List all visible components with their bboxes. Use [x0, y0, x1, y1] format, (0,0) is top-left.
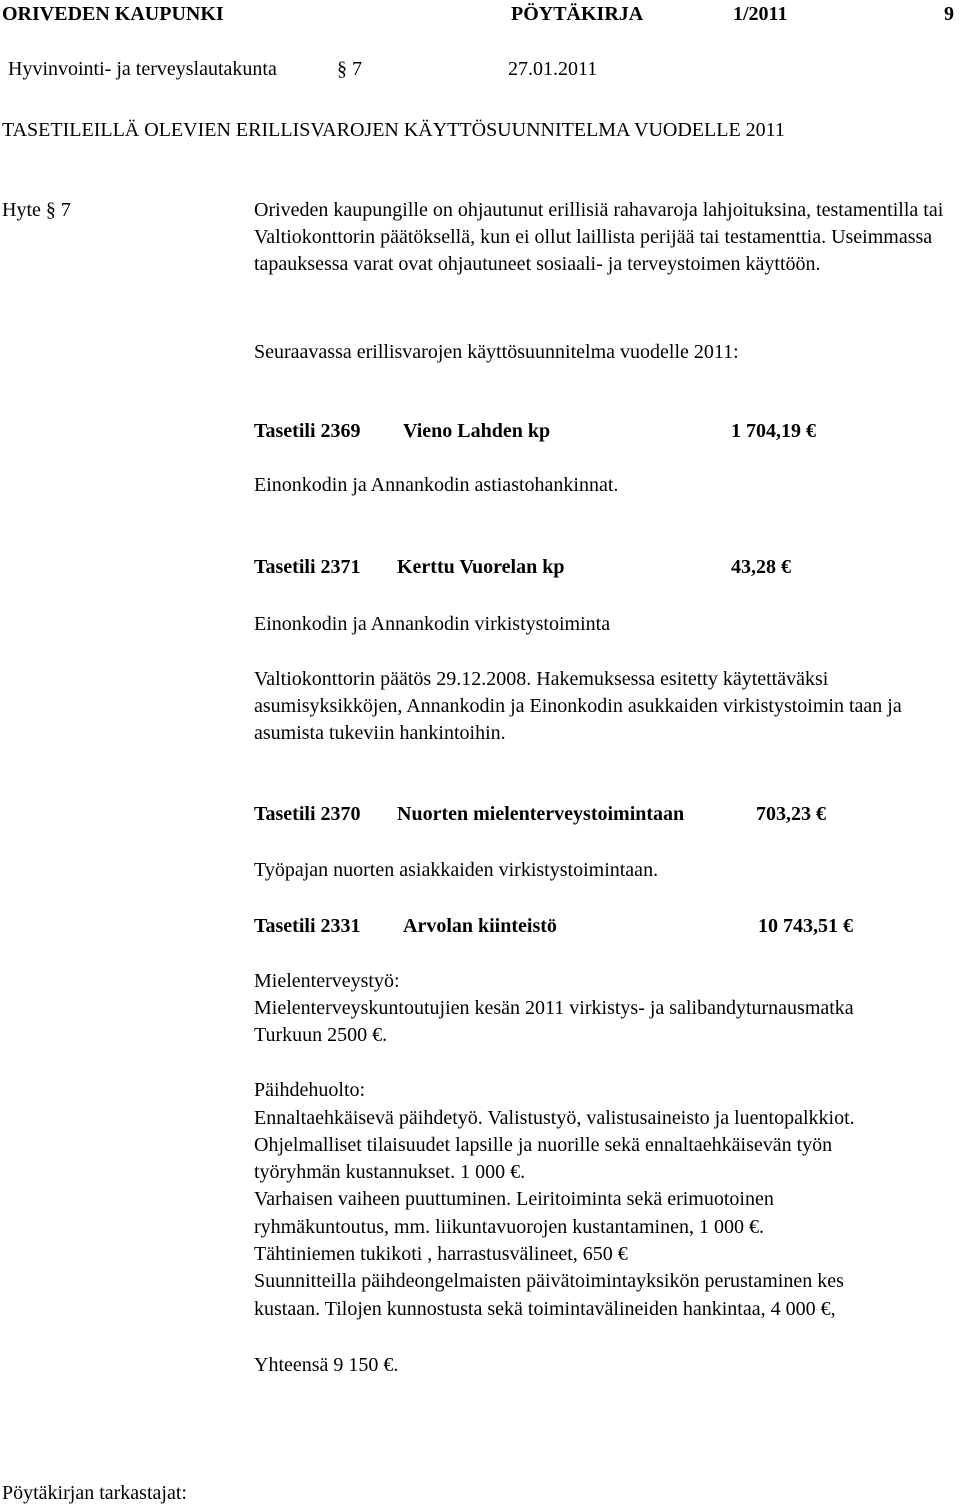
page-number: 9	[944, 3, 954, 25]
account-name: Kerttu Vuorelan kp	[397, 556, 565, 578]
substance-care-line: Ennaltaehkäisevä päihdetyö. Valistustyö, valistusaineisto ja luentopalkkiot.	[254, 1107, 855, 1129]
minutes-reviewers-label: Pöytäkirjan tarkastajat:	[2, 1482, 187, 1504]
section-reference: § 7	[337, 58, 362, 80]
document-number: 1/2011	[733, 3, 788, 25]
meeting-date: 27.01.2011	[508, 58, 598, 80]
account-number: Tasetili 2369	[254, 420, 361, 442]
account-description: Työpajan nuorten asiakkaiden virkistystoimintaan.	[254, 859, 659, 881]
account-number: Tasetili 2371	[254, 556, 361, 578]
account-description: Einonkodin ja Annankodin astiastohankinnat.	[254, 474, 619, 496]
document-title: TASETILEILLÄ OLEVIEN ERILLISVAROJEN KÄYTTÖSUUNNITELMA VUODELLE 2011	[2, 119, 785, 141]
substance-care-line: Ohjelmalliset tilaisuudet lapsille ja nuorille sekä ennaltaehkäisevän työn	[254, 1134, 833, 1156]
mental-health-line: Turkuun 2500 €.	[254, 1024, 388, 1046]
substance-care-line: työryhmän kustannukset. 1 000 €.	[254, 1161, 526, 1183]
substance-care-line: kustaan. Tilojen kunnostusta sekä toimintavälineiden hankintaa, 4 000 €,	[254, 1298, 836, 1320]
account-name: Arvolan kiinteistö	[403, 915, 557, 937]
plan-intro: Seuraavassa erillisvarojen käyttösuunnitelma vuodelle 2011:	[254, 341, 739, 363]
substance-care-line: Suunnitteilla päihdeongelmaisten päivätoimintayksikön perustaminen kes	[254, 1270, 844, 1292]
substance-care-line: Varhaisen vaiheen puuttuminen. Leiritoiminta sekä erimuotoinen	[254, 1188, 774, 1210]
account-amount: 10 743,51 €	[758, 915, 853, 937]
account-amount: 1 704,19 €	[731, 420, 816, 442]
account-amount: 703,23 €	[756, 803, 826, 825]
section-label: Hyte § 7	[2, 199, 71, 221]
document-type: PÖYTÄKIRJA	[511, 3, 644, 25]
account-number: Tasetili 2370	[254, 803, 361, 825]
account-name: Vieno Lahden kp	[403, 420, 551, 442]
total-amount: Yhteensä 9 150 €.	[254, 1354, 399, 1376]
intro-paragraph: Oriveden kaupungille on ohjautunut erillisiä rahavaroja lahjoituksina, testamentilla tai Valtiokonttorin päätöksellä, kun ei ollut laillista perijää tai testamenttia. Useimmassa tapauksessa varat ovat ohjautuneet sosiaali- ja terveystoimen käyttöön.	[254, 199, 944, 275]
mental-health-heading: Mielenterveystyö:	[254, 970, 400, 992]
account-name: Nuorten mielenterveystoimintaan	[397, 803, 685, 825]
substance-care-heading: Päihdehuolto:	[254, 1079, 366, 1101]
mental-health-line: Mielenterveyskuntoutujien kesän 2011 virkistys- ja salibandyturnausmatka	[254, 997, 854, 1019]
substance-care-line: Tähtiniemen tukikoti , harrastusvälineet, 650 €	[254, 1243, 628, 1265]
account-description: Einonkodin ja Annankodin virkistystoiminta	[254, 613, 611, 635]
account-number: Tasetili 2331	[254, 915, 361, 937]
account-note: Valtiokonttorin päätös 29.12.2008. Hakemuksessa esitetty käytettäväksi asumisyksikköjen, Annankodin ja Einonkodin asukkaiden virkistystoimin taan ja asumista tukeviin hankintoihin.	[254, 668, 902, 744]
organization-name: ORIVEDEN KAUPUNKI	[2, 3, 224, 25]
account-amount: 43,28 €	[731, 556, 791, 578]
board-name: Hyvinvointi- ja terveyslautakunta	[8, 58, 277, 80]
substance-care-line: ryhmäkuntoutus, mm. liikuntavuorojen kustantaminen, 1 000 €.	[254, 1216, 764, 1238]
